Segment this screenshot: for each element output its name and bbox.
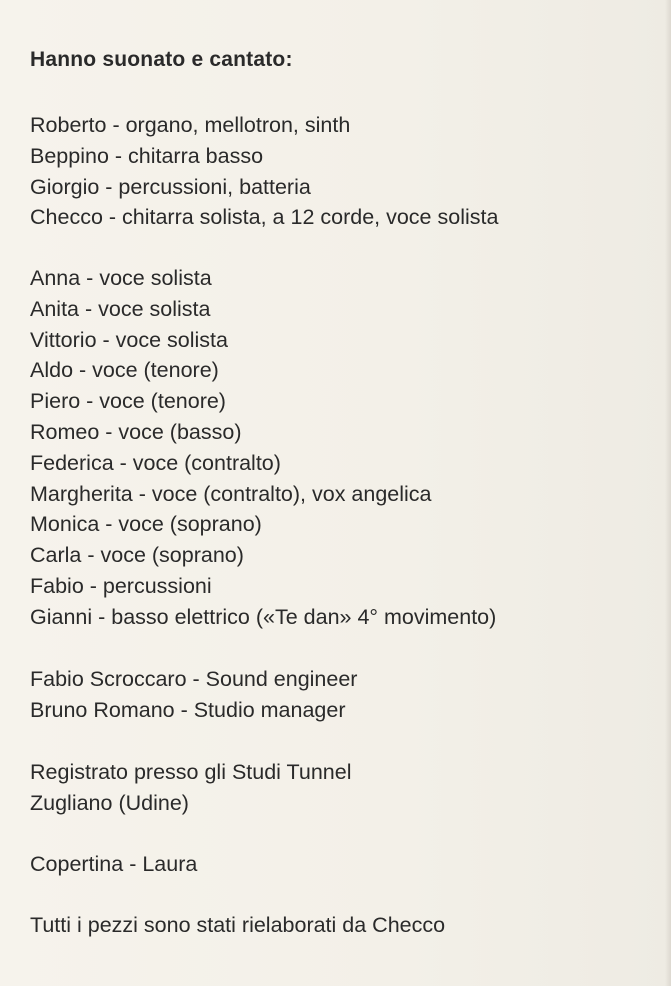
- credits-heading: Hanno suonato e cantato:: [30, 48, 293, 71]
- credit-line: Giorgio - percussioni, batteria: [30, 174, 311, 199]
- guest-performers-list: [30, 263, 496, 633]
- credit-line: Federica - voce (contralto): [30, 450, 281, 475]
- recording-studio-info: [30, 757, 351, 819]
- credit-line: Vittorio - voce solista: [30, 327, 228, 352]
- arrangement-note: [30, 910, 445, 941]
- credit-line: Anna - voce solista: [30, 266, 212, 290]
- credit-line: Anita - voce solista: [30, 296, 211, 321]
- credit-line: Monica - voce (soprano): [30, 512, 262, 537]
- credit-line: Romeo - voce (basso): [30, 419, 242, 444]
- cover-line: Copertina - Laura: [30, 852, 198, 876]
- credit-line: Beppino - chitarra basso: [30, 143, 264, 168]
- credit-line: Fabio Scroccaro - Sound engineer: [30, 667, 358, 691]
- studio-line: Registrato presso gli Studi Tunnel: [30, 760, 352, 784]
- cover-credit: [30, 849, 197, 880]
- credit-line: Checco - chitarra solista, a 12 corde, voce solista: [30, 205, 499, 230]
- credit-line: Margherita - voce (contralto), vox angelica: [30, 481, 432, 506]
- credit-line: Roberto - organo, mellotron, sinth: [30, 113, 351, 137]
- credit-line: Gianni - basso elettrico («Te dan» 4° movimento): [30, 604, 497, 629]
- studio-line: Zugliano (Udine): [30, 790, 189, 815]
- note-line: Tutti i pezzi sono stati rielaborati da Checco: [30, 913, 446, 937]
- page-edge-shadow: [665, 0, 671, 986]
- band-members-list: [30, 110, 498, 233]
- credit-line: Aldo - voce (tenore): [30, 358, 219, 383]
- credit-line: Fabio - percussioni: [30, 573, 212, 598]
- credit-line: Carla - voce (soprano): [30, 543, 244, 568]
- credit-line: Bruno Romano - Studio manager: [30, 697, 346, 722]
- credit-line: Piero - voce (tenore): [30, 389, 226, 414]
- technical-staff-list: [30, 664, 357, 726]
